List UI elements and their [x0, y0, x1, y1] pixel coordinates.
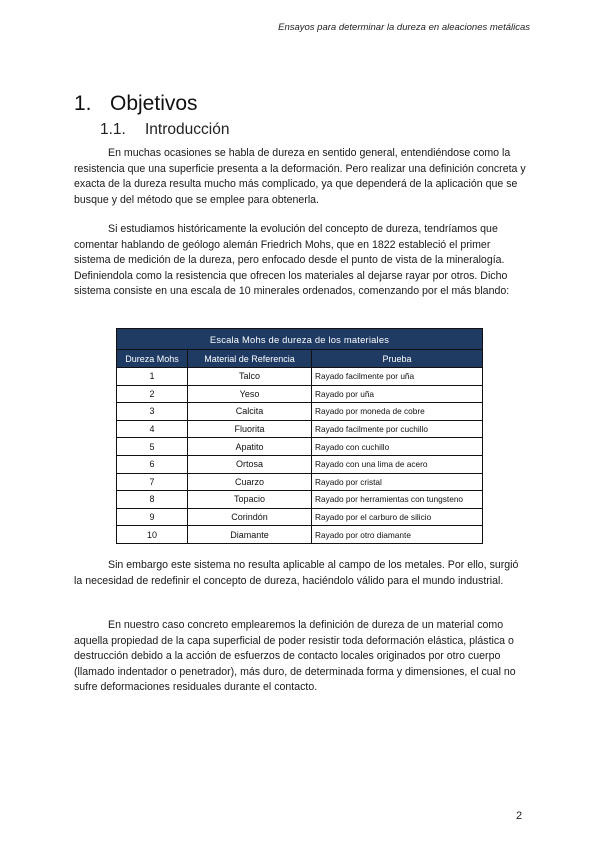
table-row	[117, 508, 483, 526]
hardness-cell: 10	[117, 526, 188, 544]
table-row	[117, 473, 483, 491]
material-cell: Apatito	[188, 438, 312, 456]
subsection-heading	[100, 121, 229, 139]
test-cell: Rayado por el carburo de silicio	[312, 508, 483, 526]
running-header: Ensayos para determinar la dureza en aleaciones metálicas	[278, 22, 530, 33]
subsection-number: 1.1.	[100, 121, 126, 138]
paragraph-text: Si estudiamos históricamente la evolución del concepto de dureza, tendríamos que comentar hablando de geólogo alemán Friedrich Mohs, que en 1822 estableció el primer sistema de medición de la dureza, pero enfocado desde el punto de vista de la mineralogía. Definiendola como la resistencia que ofrecen los materiales al dejarse rayar por otros. Dicho sistema consiste en una escala de 10 minerales ordenados, comenzando por el más blando:	[74, 223, 510, 298]
section-title: Objetivos	[110, 92, 198, 115]
table-row	[117, 526, 483, 544]
hardness-cell: 9	[117, 508, 188, 526]
table-row	[117, 403, 483, 421]
table-row	[117, 491, 483, 509]
paragraph-4	[74, 618, 526, 696]
column-header-test: Prueba	[312, 350, 483, 368]
material-cell: Corindón	[188, 508, 312, 526]
test-cell: Rayado por otro diamante	[312, 526, 483, 544]
material-cell: Talco	[188, 368, 312, 386]
test-cell: Rayado por herramientas con tungsteno	[312, 491, 483, 509]
test-cell: Rayado por uña	[312, 385, 483, 403]
material-cell: Cuarzo	[188, 473, 312, 491]
hardness-cell: 1	[117, 368, 188, 386]
table-row	[117, 385, 483, 403]
paragraph-text: En nuestro caso concreto emplearemos la definición de dureza de un material como aquella propiedad de la capa superficial de poder resistir toda deformación elástica, plástica o destrucción debido a la acción de esfuerzos de contacto locales originados por otro cuerpo (llamado indentador o penetrador), más duro, de determinada forma y dimensiones, el cual no sufre deformaciones residuales durante el contacto.	[74, 619, 516, 694]
hardness-cell: 6	[117, 455, 188, 473]
table-title: Escala Mohs de dureza de los materiales	[117, 329, 483, 350]
paragraph-text: En muchas ocasiones se habla de dureza en sentido general, entendiéndose como la resistencia que una superficie presenta a la deformación. Pero realizar una definición concreta y exacta de la dureza resulta mucho más complicado, ya que dependerá de la aplicación que se busque y del método que se emplee para obtenerla.	[74, 147, 526, 206]
material-cell: Fluorita	[188, 420, 312, 438]
test-cell: Rayado facilmente por uña	[312, 368, 483, 386]
page-number: 2	[516, 810, 523, 822]
section-heading	[74, 92, 198, 116]
subsection-title: Introducción	[145, 121, 230, 138]
material-cell: Yeso	[188, 385, 312, 403]
material-cell: Topacio	[188, 491, 312, 509]
material-cell: Calcita	[188, 403, 312, 421]
hardness-cell: 3	[117, 403, 188, 421]
paragraph-1	[74, 146, 526, 208]
table-row	[117, 420, 483, 438]
test-cell: Rayado con cuchillo	[312, 438, 483, 456]
table-row	[117, 368, 483, 386]
hardness-cell: 2	[117, 385, 188, 403]
hardness-cell: 5	[117, 438, 188, 456]
column-header-material: Material de Referencia	[188, 350, 312, 368]
hardness-cell: 4	[117, 420, 188, 438]
material-cell: Diamante	[188, 526, 312, 544]
section-number: 1.	[74, 92, 92, 115]
hardness-cell: 7	[117, 473, 188, 491]
test-cell: Rayado por moneda de cobre	[312, 403, 483, 421]
hardness-cell: 8	[117, 491, 188, 509]
test-cell: Rayado facilmente por cuchillo	[312, 420, 483, 438]
material-cell: Ortosa	[188, 455, 312, 473]
paragraph-2	[74, 222, 526, 300]
test-cell: Rayado por cristal	[312, 473, 483, 491]
mohs-hardness-table	[116, 328, 483, 544]
table-row	[117, 438, 483, 456]
paragraph-3	[74, 558, 526, 589]
test-cell: Rayado con una lima de acero	[312, 455, 483, 473]
column-header-hardness: Dureza Mohs	[117, 350, 188, 368]
table-row	[117, 455, 483, 473]
paragraph-text: Sin embargo este sistema no resulta aplicable al campo de los metales. Por ello, surgió la necesidad de redefinir el concepto de dureza, haciéndolo válido para el mundo industrial.	[74, 559, 519, 587]
